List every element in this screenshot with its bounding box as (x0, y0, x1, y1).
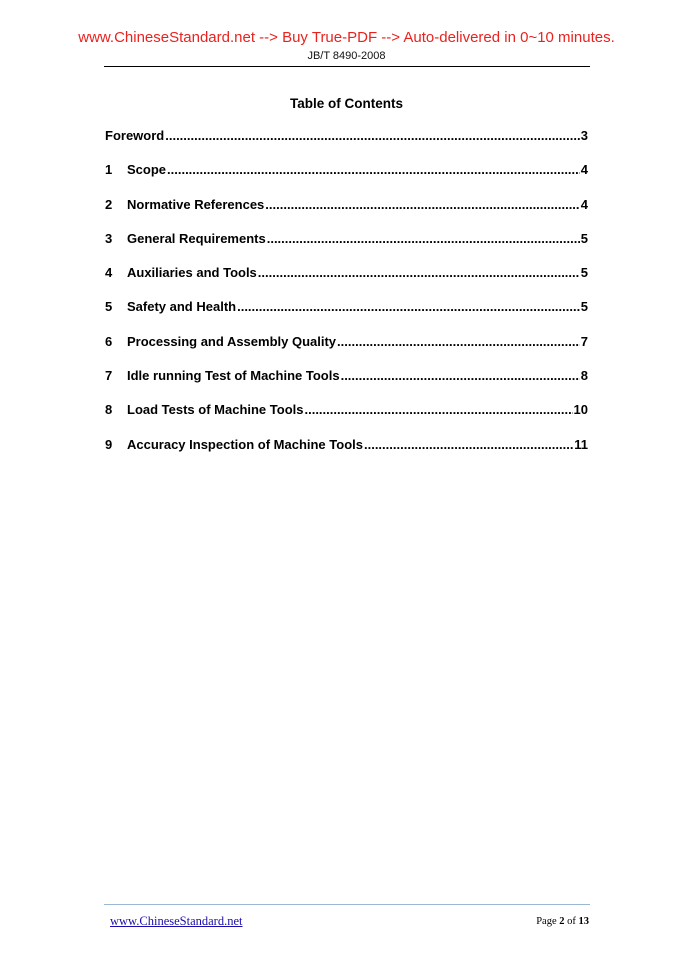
toc-entry-general-requirements[interactable] (105, 231, 588, 265)
toc-title: Table of Contents (290, 96, 403, 111)
toc-entry-number: 7 (105, 368, 113, 384)
toc-entry-scope[interactable] (105, 162, 588, 196)
toc-entry-label: Foreword (105, 128, 165, 143)
page-label: Page (536, 916, 557, 927)
toc-entry-foreword[interactable] (105, 128, 588, 162)
toc-entry-page: 11 (574, 436, 588, 452)
toc-entry-page: 4 (580, 196, 588, 212)
toc-dot-leader (364, 437, 573, 452)
toc-entry-label: Processing and Assembly Quality (127, 333, 337, 349)
toc-entry-number: 5 (105, 299, 113, 315)
toc-dot-leader (304, 402, 572, 417)
toc-entry-idle-running-test[interactable] (105, 368, 588, 402)
toc-entry-auxiliaries-and-tools[interactable] (105, 265, 588, 299)
toc-entry-safety-and-health[interactable] (105, 299, 588, 333)
table-of-contents (105, 128, 588, 471)
toc-entry-label: Normative References (127, 196, 265, 212)
toc-entry-number: 9 (105, 436, 113, 452)
toc-entry-page: 5 (580, 265, 588, 281)
toc-dot-leader (237, 299, 580, 314)
toc-entry-number: 6 (105, 333, 113, 349)
footer-website-link[interactable]: www.ChineseStandard.net (110, 914, 243, 928)
promo-banner: www.ChineseStandard.net --> Buy True-PDF --> Auto-delivered in 0~10 minutes. (78, 29, 615, 46)
toc-dot-leader (341, 368, 580, 383)
toc-dot-leader (267, 231, 580, 246)
toc-entry-number: 8 (105, 402, 113, 418)
toc-entry-label: General Requirements (127, 230, 266, 246)
toc-entry-label: Scope (127, 162, 167, 178)
toc-entry-number: 1 (105, 162, 113, 178)
toc-entry-number: 4 (105, 265, 113, 281)
toc-entry-label: Accuracy Inspection of Machine Tools (127, 436, 363, 452)
footer-divider (104, 904, 590, 905)
toc-entry-page: 8 (580, 368, 588, 384)
page-of-label: of (567, 916, 576, 927)
toc-entry-page: 5 (580, 230, 588, 246)
toc-entry-number: 3 (105, 230, 113, 246)
toc-entry-load-tests[interactable] (105, 402, 588, 436)
toc-entry-accuracy-inspection[interactable] (105, 437, 588, 471)
toc-entry-label: Auxiliaries and Tools (127, 265, 257, 281)
toc-entry-label: Safety and Health (127, 299, 237, 315)
toc-dot-leader (167, 162, 580, 177)
toc-entry-page: 4 (580, 162, 588, 178)
toc-entry-label: Load Tests of Machine Tools (127, 402, 304, 418)
toc-entry-page: 7 (580, 333, 588, 349)
toc-entry-page: 3 (580, 128, 588, 143)
toc-entry-processing-and-assembly-quality[interactable] (105, 334, 588, 368)
toc-entry-page: 5 (580, 299, 588, 315)
toc-dot-leader (165, 128, 580, 143)
page-indicator (536, 916, 589, 927)
toc-entry-page: 10 (573, 402, 588, 418)
standard-number: JB/T 8490-2008 (307, 50, 386, 62)
total-pages-number: 13 (578, 916, 589, 927)
toc-dot-leader (265, 197, 579, 212)
toc-entry-normative-references[interactable] (105, 197, 588, 231)
header-divider (104, 66, 590, 67)
current-page-number: 2 (559, 916, 565, 927)
toc-dot-leader (337, 334, 580, 349)
toc-dot-leader (258, 265, 580, 280)
toc-entry-number: 2 (105, 196, 113, 212)
toc-entry-label: Idle running Test of Machine Tools (127, 368, 340, 384)
